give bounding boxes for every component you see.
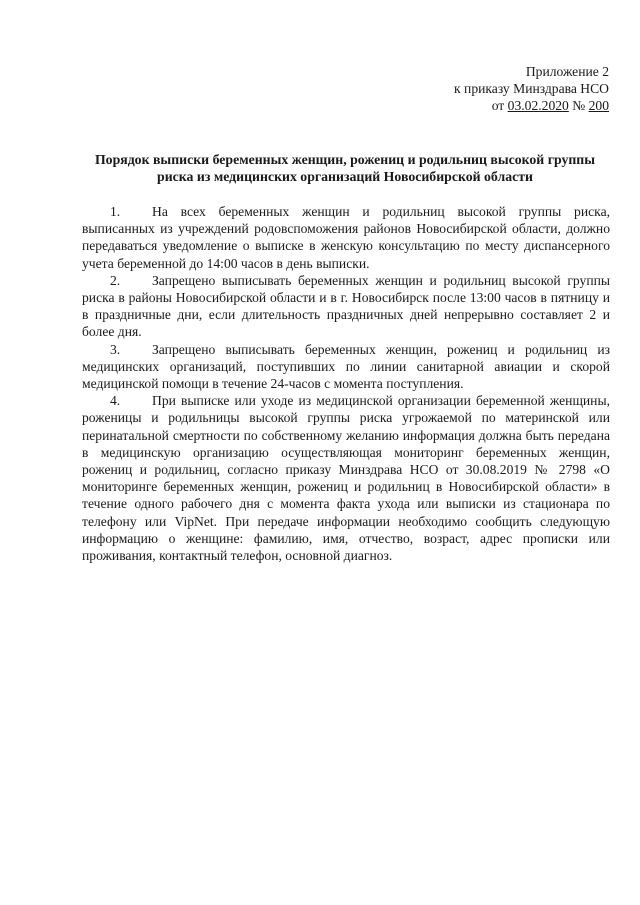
order-date-number bbox=[309, 97, 609, 114]
paragraph-1 bbox=[82, 203, 610, 272]
paragraph-3 bbox=[82, 341, 610, 393]
paragraph-text: Запрещено выписывать беременных женщин, рожениц и родильниц из медицинских организаций, поступивших по линии санитарной авиации и скорой медицинской помощи в течение 24-часов с момента поступления. bbox=[82, 341, 610, 392]
order-number: 200 bbox=[588, 98, 609, 113]
paragraph-text: При выписке или уходе из медицинской организации беременной женщины, роженицы и родильницы высокой группы риска угрожаемой по материнской или перинатальной смертности по собственному желанию информация должна быть передана в медицинскую организацию осуществляющая мониторинг беременных женщин, рожениц и родильниц, согласно приказу Минздрава НСО от 30.08.2019 № 2798 «О мониторинге беременных женщин, рожениц и родильниц в Новосибирской области» в течение одного рабочего дня с момента факта ухода или выписки из стационара по телефону или VipNet. При передаче информации необходимо сообщить следующую информацию о женщине: фамилию, имя, отчество, возраст, адрес прописки или проживания, контактный телефон, основной диагноз. bbox=[82, 393, 610, 564]
document-title: Порядок выписки беременных женщин, рожениц и родильниц высокой группы риска из медицинских организаций Новосибирской области bbox=[94, 152, 596, 184]
paragraph-2 bbox=[82, 272, 610, 341]
paragraph-text: Запрещено выписывать беременных женщин и родильниц высокой группы риска в районы Новосибирской области и в г. Новосибирск после 13:00 часов в пятницу и в праздничные дни, если длительность праздничных дней непрерывно составляет 2 и более дня. bbox=[82, 272, 610, 340]
order-number-sign: № bbox=[568, 98, 589, 113]
order-reference: к приказу Минздрава НСО bbox=[454, 81, 609, 96]
order-date-prefix: от bbox=[491, 98, 508, 113]
paragraph-number: 1. bbox=[110, 204, 121, 219]
paragraph-number: 3. bbox=[110, 341, 121, 357]
paragraph-number: 4. bbox=[110, 393, 121, 409]
document-body bbox=[82, 203, 610, 564]
appendix-label: Приложение 2 bbox=[525, 64, 609, 79]
paragraph-number: 2. bbox=[110, 272, 121, 288]
paragraph-4 bbox=[82, 392, 610, 564]
paragraph-text: На всех беременных женщин и родильниц высокой группы риска, выписанных из учреждений родовспоможения районов Новосибирской области, должно передаваться уведомление о выписке в женскую консультацию по месту диспансерного учета беременной до 14:00 часов в день выписки. bbox=[82, 204, 610, 271]
appendix-header bbox=[309, 63, 609, 114]
order-date: 03.02.2020 bbox=[507, 98, 569, 113]
